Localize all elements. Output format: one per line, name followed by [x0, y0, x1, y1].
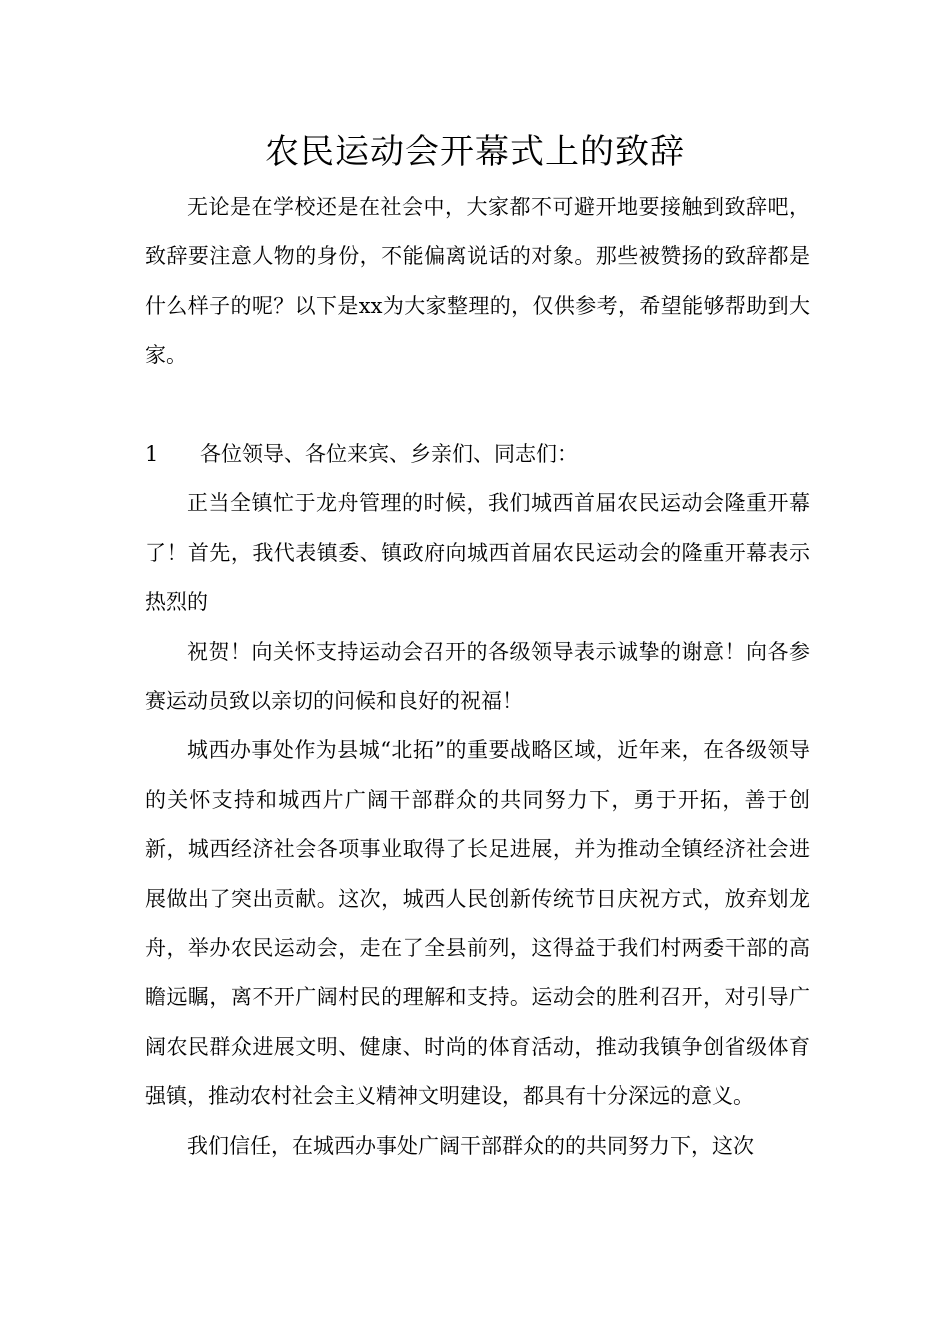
document-title: 农民运动会开幕式上的致辞 [265, 132, 685, 172]
body-paragraph: 城西办事处作为县城“北拓”的重要战略区域，近年来，在各级领导的关怀支持和城西片广阔干部群众的共同努力下，勇于开拓，善于创新，城西经济社会各项事业取得了长足进展，并为推动全镇经济社会进展做出了突出贡献。这次，城西人民创新传统节日庆祝方式，放弃划龙舟，举办农民运动会，走在了全县前列，这得益于我们村两委干部的高瞻远瞩，离不开广阔村民的理解和支持。运动会的胜利召开，对引导广阔农民群众进展文明、健康、时尚的体育活动，推动我镇争创省级体育强镇，推动农村社会主义精神文明建设，都具有十分深远的意义。 [145, 738, 810, 1109]
item-number: 1 [145, 442, 159, 467]
intro-paragraph: 无论是在学校还是在社会中，大家都不可避开地要接触到致辞吧，致辞要注意人物的身份，不能偏离说话的对象。那些被赞扬的致辞都是什么样子的呢？以下是xx为大家整理的，仅供参考，希望能够帮助到大家。 [145, 195, 810, 368]
body-paragraph: 我们信任，在城西办事处广阔干部群众的的共同努力下，这次 [187, 1133, 754, 1158]
numbered-item [145, 430, 810, 479]
body-paragraph: 正当全镇忙于龙舟管理的时候，我们城西首届农民运动会隆重开幕了！首先，我代表镇委、镇政府向城西首届农民运动会的隆重开幕表示热烈的 [145, 491, 810, 615]
body-paragraph: 祝贺！向关怀支持运动会召开的各级领导表示诚挚的谢意！向各参赛运动员致以亲切的问候和良好的祝福！ [145, 639, 810, 714]
document-body [145, 183, 810, 1171]
blank-line [145, 381, 810, 430]
salutation: 各位领导、各位来宾、乡亲们、同志们： [200, 442, 578, 467]
